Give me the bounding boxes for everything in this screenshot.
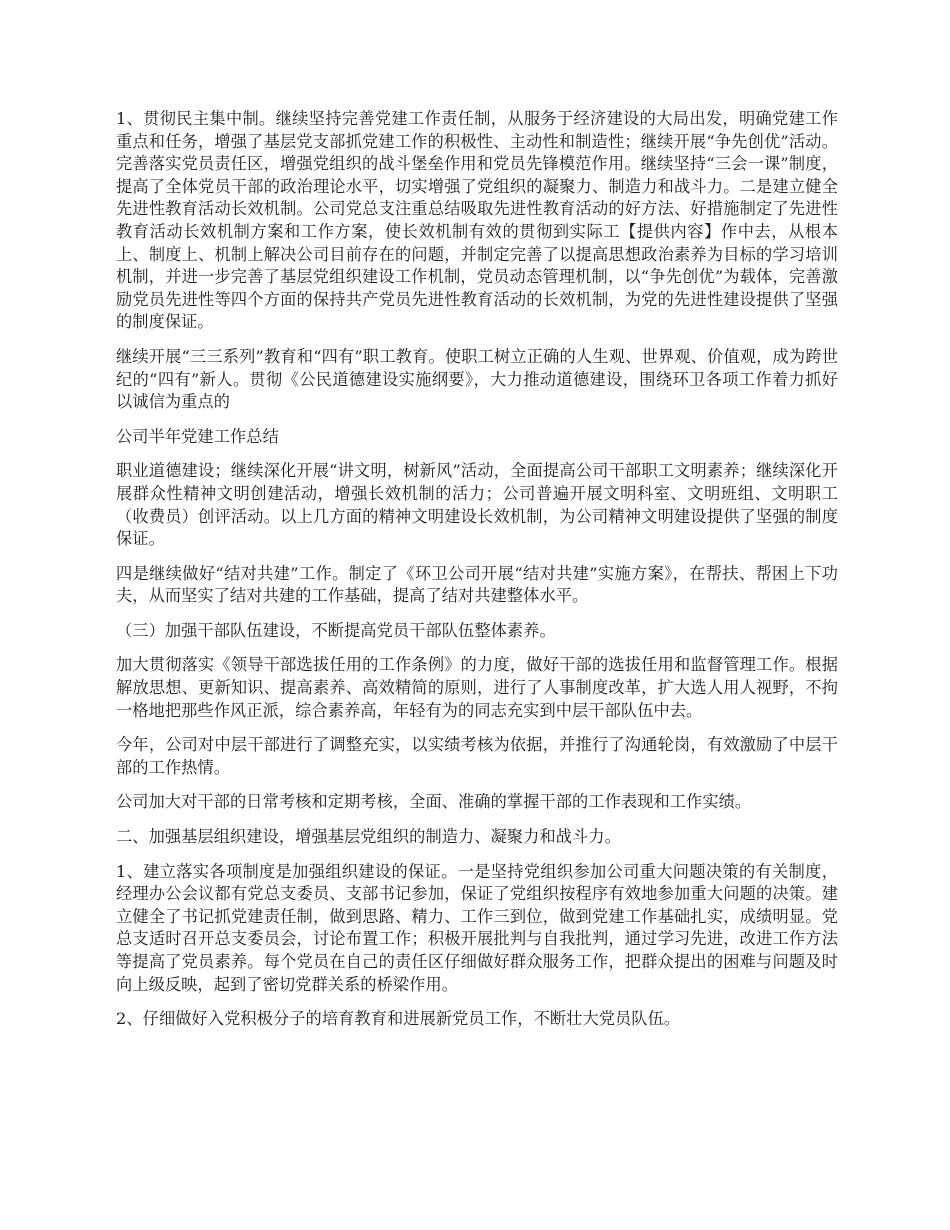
paragraph-assessment: 公司加大对干部的日常考核和定期考核，全面、准确的掌握干部的工作表现和工作实绩。 — [116, 792, 752, 812]
paragraph-professional-ethics: 职业道德建设；继续深化开展“讲文明，树新风”活动，全面提高公司干部职工文明素养；继续深化开展群众性精神文明创建活动，增强长效机制的活力；公司普遍开展文明科室、文明班组、文明职工（收费员）创评活动。以上几方面的精神文明建设长效机制，为公司精神文明建设提供了坚强的制度保证。 — [116, 461, 838, 549]
paragraph-democratic-centralism: 1、贯彻民主集中制。继续坚持完善党建工作责任制，从服务于经济建设的大局出发，明确党建工作重点和任务，增强了基层党支部抓党建工作的积极性、主动性和制造性；继续开展“争先创优”活动。完善落实党员责任区，增强党组织的战斗堡垒作用和党员先锋模范作用。继续坚持“三会一课”制度，提高了全体党员干部的政治理论水平，切实增强了党组织的凝聚力、制造力和战斗力。二是建立健全先进性教育活动长效机制。公司党总支注重总结吸取先进性教育活动的好方法、好措施制定了先进性教育活动长效机制方案和工作方案，使长效机制有效的贯彻到实际工【提供内容】作中去，从根本上、制度上、机制上解决公司目前存在的问题，并制定完善了以提高思想政治素养为目标的学习培训机制，并进一步完善了基层党组织建设工作机制，党员动态管理机制，以“争先创优”为载体，完善激励党员先进性等四个方面的保持共产党员先进性教育活动的长效机制，为党的先进性建设提供了坚强的制度保证。 — [116, 109, 838, 332]
document-title: 公司半年党建工作总结 — [116, 426, 279, 446]
paragraph-systems: 1、建立落实各项制度是加强组织建设的保证。一是坚持党组织参加公司重大问题决策的有关制度，经理办公会议都有党总支委员、支部书记参加，保证了党组织按程序有效地参加重大问题的决策。建立健全了书记抓党建责任制，做到思路、精力、工作三到位，做到党建工作基础扎实，成绩明显。党总支适时召开总支委员会，讨论布置工作；积极开展批判与自我批判，通过学习先进，改进工作方法等提高了党员素养。每个党员在自己的责任区仔细做好群众服务工作，把群众提出的困难与问题及时向上级反映，起到了密切党群关系的桥梁作用。 — [116, 861, 838, 994]
paragraph-new-members: 2、仔细做好入党积极分子的培育教育和进展新党员工作，不断壮大党员队伍。 — [116, 1009, 681, 1029]
paragraph-pairing: 四是继续做好“结对共建”工作。制定了《环卫公司开展“结对共建”实施方案》，在帮扶、帮困上下功夫，从而坚实了结对共建的工作基础，提高了结对共建整体水平。 — [116, 563, 838, 606]
paragraph-middle-cadres: 今年，公司对中层干部进行了调整充实，以实绩考核为依据，并推行了沟通轮岗，有效激励了中层干部的工作热情。 — [116, 735, 838, 777]
paragraph-education: 继续开展“三三系列”教育和“四有”职工教育。使职工树立正确的人生观、世界观、价值观，成为跨世纪的“四有”新人。贯彻《公民道德建设实施纲要》，大力推动道德建设，围绕环卫各项工作着力抓好以诚信为重点的 — [116, 346, 838, 412]
document-body — [116, 108, 838, 1043]
section-heading-grassroots: 二、加强基层组织建设，增强基层党组织的制造力、凝聚力和战斗力。 — [116, 827, 621, 847]
paragraph-cadre-selection: 加大贯彻落实《领导干部选拔任用的工作条例》的力度，做好干部的选拔任用和监督管理工作。根据解放思想、更新知识、提高素养、高效精简的原则，进行了人事制度改革，扩大选人用人视野，不拘一格地把那些作风正派，综合素养高，年轻有为的同志充实到中层干部队伍中去。 — [116, 655, 838, 720]
section-heading-cadre: （三）加强干部队伍建设，不断提高党员干部队伍整体素养。 — [116, 620, 556, 640]
